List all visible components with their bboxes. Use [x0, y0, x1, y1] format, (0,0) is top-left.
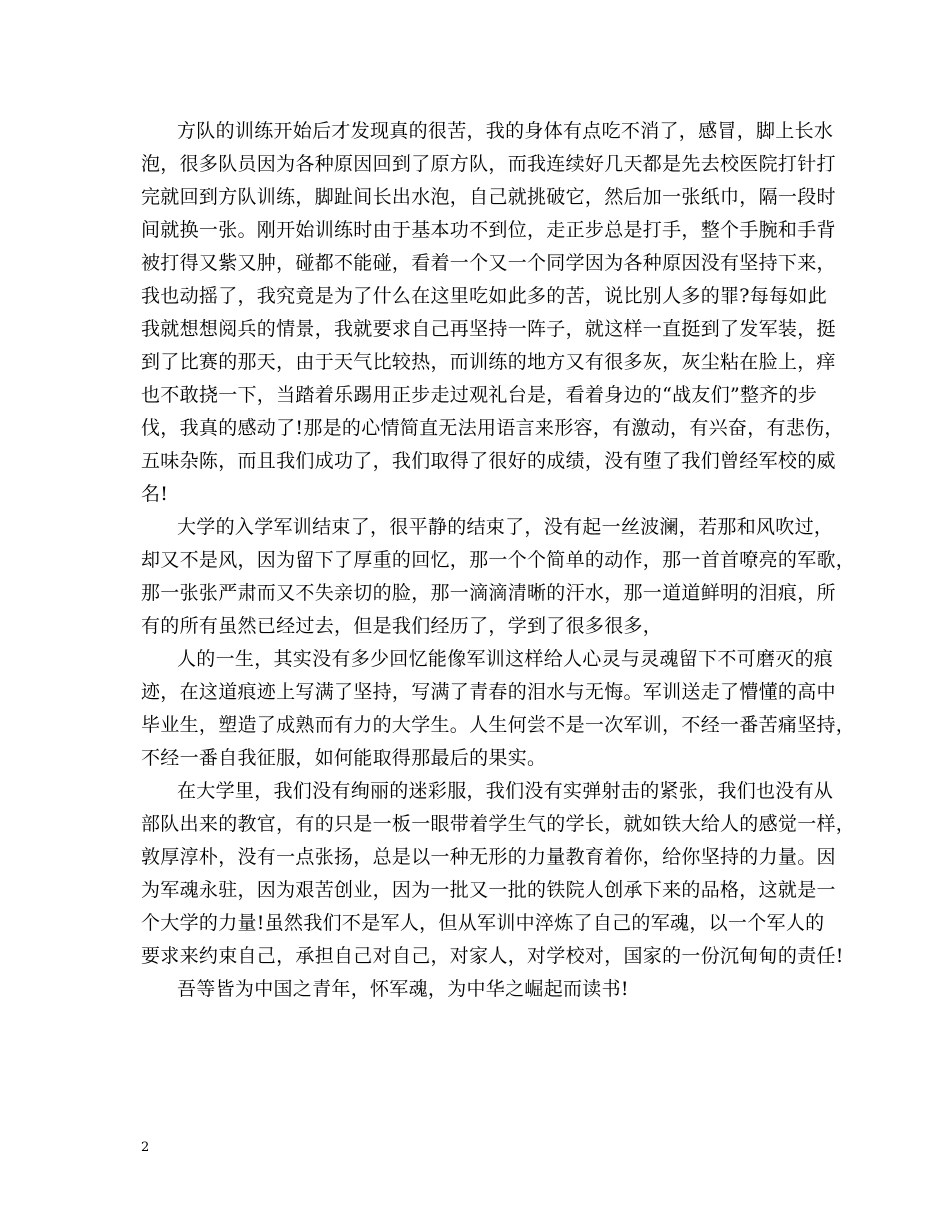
- text-line: 名!: [141, 483, 169, 505]
- text-line: 毕业生，塑造了成熟而有力的大学生。人生何尝不是一次军训，不经一番苦痛坚持，: [141, 714, 856, 736]
- text-line: 方队的训练开始后才发现真的很苦，我的身体有点吃不消了，感冒，脚上长水: [177, 120, 834, 142]
- page-number: 2: [141, 1140, 150, 1155]
- text-line: 完就回到方队训练，脚趾间长出水泡，自己就挑破它，然后加一张纸巾，隔一段时: [141, 186, 836, 208]
- text-line: 大学的入学军训结束了，很平静的结束了，没有起一丝波澜，若那和风吹过，: [177, 516, 834, 538]
- text-line: 我就想想阅兵的情景，我就要求自己再坚持一阵子，就这样一直挺到了发军装，挺: [141, 318, 836, 340]
- text-line: 那一张张严肃而又不失亲切的脸，那一滴滴清晰的汗水，那一道道鲜明的泪痕，所: [141, 582, 836, 604]
- text-line: 到了比赛的那天，由于天气比较热，而训练的地方又有很多灰，灰尘粘在脸上，痒: [141, 351, 836, 373]
- text-line: 部队出来的教官，有的只是一板一眼带着学生气的学长，就如铁大给人的感觉一样，: [141, 813, 856, 835]
- text-line: 个大学的力量!虽然我们不是军人，但从军训中淬炼了自己的军魂，以一个军人的: [141, 912, 825, 934]
- text-line: 被打得又紫又肿，碰都不能碰，看着一个又一个同学因为各种原因没有坚持下来，: [141, 252, 836, 274]
- text-line: 五味杂陈，而且我们成功了，我们取得了很好的成绩，没有堕了我们曾经军校的威: [141, 450, 836, 472]
- text-line: 有的所有虽然已经过去，但是我们经历了，学到了很多很多，: [141, 615, 663, 637]
- text-line: 不经一番自我征服，如何能取得那最后的果实。: [141, 747, 547, 769]
- text-line: 泡，很多队员因为各种原因回到了原方队，而我连续好几天都是先去校医院打针打: [141, 153, 836, 175]
- text-line: 在大学里，我们没有绚丽的迷彩服，我们没有实弹射击的紧张，我们也没有从: [177, 780, 834, 802]
- text-line: 人的一生，其实没有多少回忆能像军训这样给人心灵与灵魂留下不可磨灭的痕: [177, 648, 834, 670]
- text-line: 我也动摇了，我究竟是为了什么在这里吃如此多的苦，说比别人多的罪?每每如此: [141, 285, 827, 307]
- text-line: 伐，我真的感动了!那是的心情简直无法用语言来形容，有激动，有兴奋，有悲伤，: [141, 417, 844, 439]
- text-line: 间就换一张。刚开始训练时由于基本功不到位，走正步总是打手，整个手腕和手背: [141, 219, 836, 241]
- text-line: 也不敢挠一下，当踏着乐踢用正步走过观礼台是，看着身边的“战友们”整齐的步: [141, 384, 818, 406]
- text-line: 为军魂永驻，因为艰苦创业，因为一批又一批的铁院人创承下来的品格，这就是一: [141, 879, 836, 901]
- text-line: 吾等皆为中国之青年，怀军魂，为中华之崛起而读书!: [177, 978, 629, 1000]
- text-line: 迹，在这道痕迹上写满了坚持，写满了青春的泪水与无悔。军训送走了懵懂的高中: [141, 681, 836, 703]
- text-line: 要求来约束自己，承担自己对自己，对家人，对学校对，国家的一份沉甸甸的责任!: [141, 945, 844, 967]
- text-line: 却又不是风，因为留下了厚重的回忆，那一个个简单的动作，那一首首嘹亮的军歌，: [141, 549, 856, 571]
- text-line: 敦厚淳朴，没有一点张扬，总是以一种无形的力量教育着你，给你坚持的力量。因: [141, 846, 836, 868]
